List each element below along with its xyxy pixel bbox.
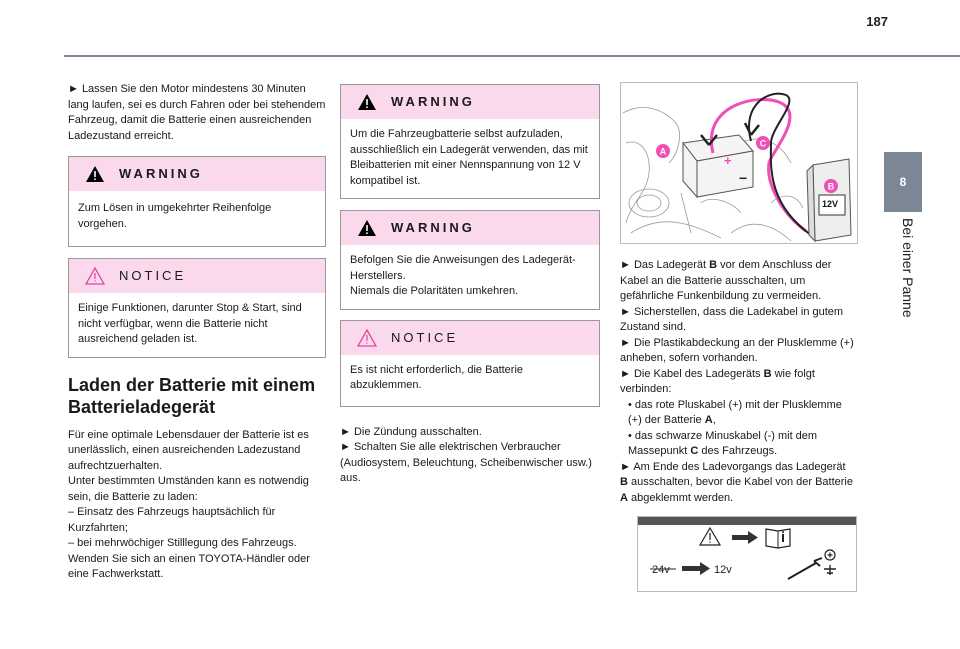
manual-book-icon bbox=[766, 529, 790, 548]
warning-icon bbox=[357, 219, 377, 237]
battery-shape bbox=[683, 135, 753, 197]
bullet-text: • das schwarze Minuskabel (-) mit dem Massepunkt C des Fahrzeugs. bbox=[628, 429, 818, 457]
symbols-bar bbox=[638, 517, 856, 525]
notice-title: NOTICE bbox=[391, 329, 459, 345]
warning-title: WARNING bbox=[391, 94, 475, 110]
step-text: ► Das Ladegerät B vor dem Anschluss der Kabel an die Batterie ausschalten, um gefährliche Funkenbildung zu vermeiden. bbox=[620, 259, 832, 302]
warning-text: Befolgen Sie die Anweisungen des Ladegerät-Herstellers. bbox=[350, 254, 576, 282]
chapter-label: Bei einer Panne bbox=[900, 218, 916, 318]
header-rule bbox=[64, 55, 960, 57]
step-text: ► Schalten Sie alle elektrischen Verbraucher (Audiosystem, Beleuchtung, Scheibenwischer usw.) aus. bbox=[340, 441, 592, 484]
warning-text: Zum Lösen in umgekehrter Reihenfolge vorgehen. bbox=[78, 202, 272, 230]
body-text: Für eine optimale Lebensdauer der Batterie ist es unerlässlich, einen ausreichenden Ladezustand aufrechtzuerhalten. bbox=[68, 428, 309, 472]
battery-charger-diagram bbox=[621, 83, 857, 243]
step-text: ► Am Ende des Ladevorgangs das Ladegerät B ausschalten, bevor die Kabel von der Batterie A abgeklemmt werden. bbox=[620, 460, 853, 504]
step-text: ► Die Zündung ausschalten. bbox=[340, 425, 482, 438]
notice-title: NOTICE bbox=[119, 268, 187, 284]
body-text: Unter bestimmten Umständen kann es notwendig sein, die Batterie zu laden: bbox=[68, 475, 309, 503]
clamp-cable-icon bbox=[788, 550, 836, 579]
intro-text: ► Lassen Sie den Motor mindestens 30 Minuten lang laufen, sei es durch Fahren oder bei stehendem Fahrzeug, damit die Batterie einen ausreichenden Ladezustand erreicht. bbox=[68, 83, 326, 142]
arrow-icon bbox=[682, 562, 710, 575]
label-a: A bbox=[659, 146, 667, 157]
notice-icon bbox=[357, 329, 377, 347]
label-b: B bbox=[827, 181, 835, 192]
notice-text: Es ist nicht erforderlich, die Batterie abzuklemmen. bbox=[350, 363, 524, 391]
column-1 bbox=[68, 82, 326, 583]
body-text: – bei mehrwöchiger Stilllegung des Fahrzeugs. bbox=[68, 537, 297, 549]
warning-title: WARNING bbox=[391, 220, 475, 236]
voltage-24v: 24v bbox=[652, 564, 670, 576]
voltage-12v: 12v bbox=[714, 564, 732, 576]
charger-voltage: 12V bbox=[822, 199, 839, 209]
warning-box bbox=[68, 156, 326, 247]
chapter-tab: 8 bbox=[884, 152, 922, 212]
symbols-panel bbox=[637, 516, 857, 592]
column-3 bbox=[620, 82, 856, 592]
body-text: Wenden Sie sich an einen TOYOTA-Händler oder eine Fachwerkstatt. bbox=[68, 552, 310, 580]
charging-illustration bbox=[620, 82, 858, 244]
warning-outline-icon bbox=[700, 528, 720, 545]
step-text: ► Die Kabel des Ladegeräts B wie folgt verbinden: bbox=[620, 367, 815, 395]
notice-icon bbox=[85, 267, 105, 285]
warning-box bbox=[340, 84, 600, 199]
warning-icon bbox=[357, 93, 377, 111]
step-text: ► Die Plastikabdeckung an der Plusklemme (+) anheben, sofern vorhanden. bbox=[620, 336, 854, 364]
notice-box bbox=[340, 320, 600, 407]
column-2 bbox=[340, 82, 600, 487]
step-text: ► Sicherstellen, dass die Ladekabel in gutem Zustand sind. bbox=[620, 305, 844, 333]
arrow-icon bbox=[732, 531, 758, 544]
notice-box bbox=[68, 258, 326, 358]
body-text: – Einsatz des Fahrzeugs hauptsächlich für Kurzfahrten; bbox=[68, 506, 276, 534]
page-number: 187 bbox=[866, 14, 888, 29]
plus-label: + bbox=[724, 153, 732, 168]
warning-title: WARNING bbox=[119, 166, 203, 182]
warning-icon bbox=[85, 165, 105, 183]
warning-text: Niemals die Polaritäten umkehren. bbox=[350, 285, 519, 297]
label-c: C bbox=[759, 138, 767, 149]
warning-box bbox=[340, 210, 600, 310]
bullet-text: • das rote Pluskabel (+) mit der Plusklemme (+) der Batterie A, bbox=[628, 398, 842, 426]
notice-text: Einige Funktionen, darunter Stop & Start, sind nicht verfügbar, wenn die Batterie nicht ausreichend geladen ist. bbox=[78, 302, 302, 345]
minus-label: − bbox=[739, 170, 748, 186]
warning-text: Um die Fahrzeugbatterie selbst aufzuladen, ausschließlich ein Ladegerät verwenden, das mit Bleibatterien mit einer Nennspannung von 12 V kompatibel ist. bbox=[350, 128, 588, 187]
section-heading: Laden der Batterie mit einem Batterieladegerät bbox=[68, 374, 316, 417]
